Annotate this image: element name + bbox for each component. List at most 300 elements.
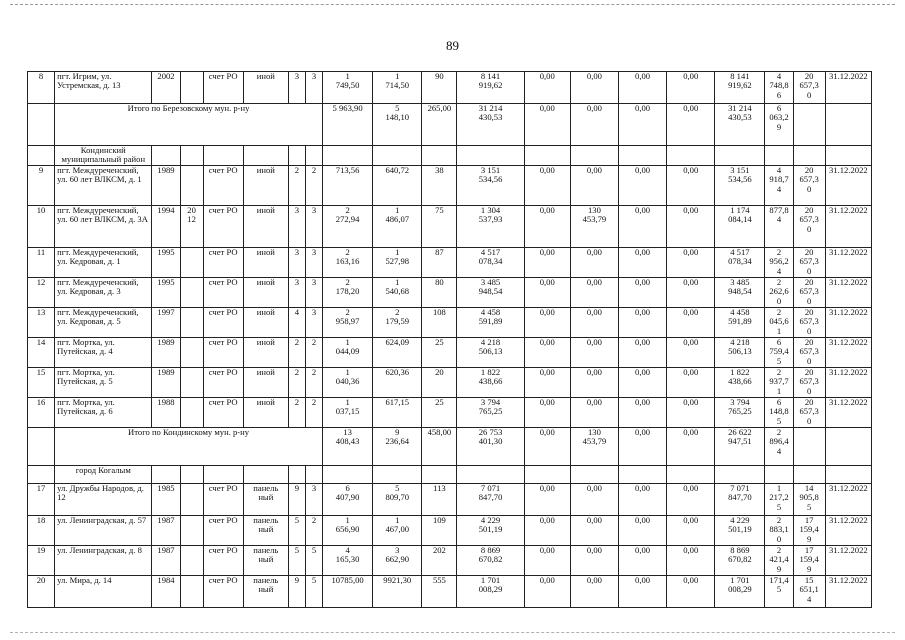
table-cell: 0,00 xyxy=(667,483,715,515)
table-cell xyxy=(180,337,203,367)
table-cell: 20 657,3 0 xyxy=(793,397,825,427)
table-cell: 3 xyxy=(305,205,322,247)
table-cell: 4 xyxy=(288,307,305,337)
table-row xyxy=(28,307,872,337)
table-cell: иной xyxy=(243,165,288,205)
table-cell: 31.12.2022 xyxy=(825,307,871,337)
table-cell xyxy=(715,146,765,166)
table-cell: счет РО xyxy=(203,307,243,337)
table-cell: счет РО xyxy=(203,367,243,397)
table-cell: счет РО xyxy=(203,483,243,515)
table-cell: 0,00 xyxy=(619,72,667,104)
table-cell: счет РО xyxy=(203,165,243,205)
table-cell: 31.12.2022 xyxy=(825,483,871,515)
table-cell: пгт. Игрим, ул. Устремская, д. 13 xyxy=(55,72,152,104)
table-cell: 4 218 506,13 xyxy=(457,337,524,367)
table-cell xyxy=(243,146,288,166)
table-cell: 0,00 xyxy=(619,545,667,575)
table-cell xyxy=(422,465,457,483)
table-cell: 3 xyxy=(288,247,305,277)
table-cell xyxy=(457,465,524,483)
table-body xyxy=(28,72,872,608)
table-cell: 4 517 078,34 xyxy=(715,247,765,277)
table-cell: 3 xyxy=(305,277,322,307)
table-cell: 624,09 xyxy=(373,337,422,367)
table-cell: 4 229 501,19 xyxy=(457,515,524,545)
table-cell: 617,15 xyxy=(373,397,422,427)
table-cell: 90 xyxy=(422,72,457,104)
table-cell: панель ный xyxy=(243,483,288,515)
table-cell: 3 xyxy=(288,72,305,104)
table-cell: 31.12.2022 xyxy=(825,247,871,277)
table-cell: 0,00 xyxy=(524,277,570,307)
table-cell: 0,00 xyxy=(524,337,570,367)
table-cell: 3 xyxy=(305,247,322,277)
table-cell: 0,00 xyxy=(667,165,715,205)
table-cell: 458,00 xyxy=(422,427,457,465)
table-cell: 10 xyxy=(28,205,55,247)
table-cell: 20 xyxy=(422,367,457,397)
total-label: Итого по Кондинскому мун. р-ну xyxy=(55,427,323,465)
table-cell xyxy=(667,465,715,483)
table-cell: 0,00 xyxy=(570,545,618,575)
table-cell: 1 044,09 xyxy=(323,337,373,367)
table-cell: 0,00 xyxy=(619,515,667,545)
table-cell: 31.12.2022 xyxy=(825,337,871,367)
table-cell xyxy=(203,465,243,483)
table-cell: 113 xyxy=(422,483,457,515)
table-row xyxy=(28,337,872,367)
table-cell: 4 458 591,89 xyxy=(457,307,524,337)
table-cell: иной xyxy=(243,205,288,247)
table-cell: 80 xyxy=(422,277,457,307)
table-cell: 0,00 xyxy=(667,205,715,247)
table-cell xyxy=(305,146,322,166)
table-cell: 1 822 438,66 xyxy=(457,367,524,397)
table-cell: 13 xyxy=(28,307,55,337)
table-cell: 0,00 xyxy=(667,72,715,104)
table-cell: иной xyxy=(243,337,288,367)
table-cell: 4 229 501,19 xyxy=(715,515,765,545)
table-cell: 3 xyxy=(305,483,322,515)
table-cell: 2 xyxy=(305,367,322,397)
table-row xyxy=(28,367,872,397)
table-row xyxy=(28,72,872,104)
page-number: 89 xyxy=(446,38,459,53)
table-cell: 5 xyxy=(288,545,305,575)
table-cell: 0,00 xyxy=(619,483,667,515)
table-cell: 8 869 670,82 xyxy=(715,545,765,575)
table-cell: 3 151 534,56 xyxy=(457,165,524,205)
table-cell: 5 xyxy=(288,515,305,545)
table-cell: 0,00 xyxy=(619,247,667,277)
table-cell: 2 272,94 xyxy=(323,205,373,247)
table-cell: панель ный xyxy=(243,575,288,607)
table-cell: счет РО xyxy=(203,277,243,307)
table-cell xyxy=(28,427,55,465)
table-cell: 1 486,07 xyxy=(373,205,422,247)
table-cell: 31.12.2022 xyxy=(825,277,871,307)
scan-top-edge xyxy=(10,4,895,5)
table-cell: 0,00 xyxy=(619,165,667,205)
table-cell: 2 xyxy=(288,397,305,427)
section-row xyxy=(28,146,872,166)
table-cell xyxy=(715,465,765,483)
table-cell: счет РО xyxy=(203,205,243,247)
table-cell: иной xyxy=(243,367,288,397)
table-cell: 9 236,64 xyxy=(373,427,422,465)
table-cell: 877,8 4 xyxy=(765,205,793,247)
table-cell xyxy=(180,277,203,307)
table-cell: 3 xyxy=(305,72,322,104)
table-cell: 4 165,30 xyxy=(323,545,373,575)
table-cell xyxy=(180,465,203,483)
section-row xyxy=(28,465,872,483)
table-cell: счет РО xyxy=(203,247,243,277)
table-cell: 1 037,15 xyxy=(323,397,373,427)
table-cell: 2 xyxy=(288,337,305,367)
table-cell: 87 xyxy=(422,247,457,277)
table-cell: 2 956,2 4 xyxy=(765,247,793,277)
table-cell: 0,00 xyxy=(524,367,570,397)
table-cell: 10785,00 xyxy=(323,575,373,607)
table-cell: 19 xyxy=(28,545,55,575)
table-cell xyxy=(28,104,55,146)
table-cell xyxy=(180,545,203,575)
table-cell: 16 xyxy=(28,397,55,427)
table-cell xyxy=(323,146,373,166)
table-cell: 31 214 430,53 xyxy=(457,104,524,146)
table-cell: 171,4 5 xyxy=(765,575,793,607)
table-cell: 0,00 xyxy=(570,247,618,277)
table-cell: 15 xyxy=(28,367,55,397)
table-cell: 109 xyxy=(422,515,457,545)
table-cell: 4 748,8 6 xyxy=(765,72,793,104)
table-cell xyxy=(243,465,288,483)
table-cell: 75 xyxy=(422,205,457,247)
table-cell: 202 xyxy=(422,545,457,575)
table-cell: 26 753 401,30 xyxy=(457,427,524,465)
table-cell: ул. Ленинградская, д. 8 xyxy=(55,545,152,575)
table-cell: 8 xyxy=(28,72,55,104)
table-cell: 0,00 xyxy=(524,72,570,104)
table-cell: 20 657,3 0 xyxy=(793,337,825,367)
table-cell: 2002 xyxy=(152,72,180,104)
table-cell: 0,00 xyxy=(619,427,667,465)
table-cell: 20 657,3 0 xyxy=(793,277,825,307)
table-cell: пгт. Междуреченский, ул. 60 лет ВЛКСМ, д. 1 xyxy=(55,165,152,205)
table-cell: счет РО xyxy=(203,575,243,607)
table-cell: пгт. Мортка, ул. Путейская, д. 6 xyxy=(55,397,152,427)
table-cell: 8 869 670,82 xyxy=(457,545,524,575)
table-row xyxy=(28,483,872,515)
table-cell: 12 xyxy=(28,277,55,307)
table-cell: счет РО xyxy=(203,397,243,427)
table-cell: 0,00 xyxy=(570,367,618,397)
table-cell: 17 xyxy=(28,483,55,515)
table-cell: иной xyxy=(243,72,288,104)
table-cell: 5 xyxy=(305,545,322,575)
table-row xyxy=(28,575,872,607)
table-cell: 9 xyxy=(288,483,305,515)
table-cell: счет РО xyxy=(203,545,243,575)
table-cell: 3 794 765,25 xyxy=(457,397,524,427)
table-cell xyxy=(180,247,203,277)
table-cell: 2 883,1 0 xyxy=(765,515,793,545)
table-cell: 1 701 008,29 xyxy=(457,575,524,607)
table-cell: 2 xyxy=(305,337,322,367)
table-cell: 1984 xyxy=(152,575,180,607)
table-cell: 0,00 xyxy=(570,575,618,607)
table-cell: 0,00 xyxy=(667,515,715,545)
table-cell xyxy=(765,146,793,166)
table-cell: 6 148,8 5 xyxy=(765,397,793,427)
table-cell: 9 xyxy=(288,575,305,607)
table-cell: 620,36 xyxy=(373,367,422,397)
table-cell: 14 xyxy=(28,337,55,367)
table-cell: 20 657,3 0 xyxy=(793,165,825,205)
table-cell: 9921,30 xyxy=(373,575,422,607)
table-cell xyxy=(152,146,180,166)
table-cell: 0,00 xyxy=(570,397,618,427)
table-cell: 0,00 xyxy=(570,515,618,545)
table-cell: 3 662,90 xyxy=(373,545,422,575)
table-cell xyxy=(765,465,793,483)
table-cell xyxy=(180,146,203,166)
total-row xyxy=(28,427,872,465)
table-cell: 6 759,4 5 xyxy=(765,337,793,367)
table-cell: 713,56 xyxy=(323,165,373,205)
table-cell: 2 xyxy=(288,165,305,205)
table-cell: 1989 xyxy=(152,337,180,367)
table-cell: 0,00 xyxy=(667,545,715,575)
table-cell: иной xyxy=(243,397,288,427)
table-cell: 640,72 xyxy=(373,165,422,205)
table-cell xyxy=(457,146,524,166)
table-cell: 18 xyxy=(28,515,55,545)
table-cell: 31.12.2022 xyxy=(825,515,871,545)
table-row xyxy=(28,247,872,277)
section-label: город Когалым xyxy=(55,465,152,483)
table-cell xyxy=(305,465,322,483)
table-cell: 25 xyxy=(422,337,457,367)
table-cell: 20 657,3 0 xyxy=(793,72,825,104)
table-cell: 0,00 xyxy=(667,247,715,277)
table-cell: 31.12.2022 xyxy=(825,575,871,607)
table-cell: 0,00 xyxy=(524,205,570,247)
table-row xyxy=(28,205,872,247)
table-cell: пгт. Междуреченский, ул. Кедровая, д. 1 xyxy=(55,247,152,277)
table-cell: 6 407,90 xyxy=(323,483,373,515)
table-cell: 5 xyxy=(305,575,322,607)
table-cell: 0,00 xyxy=(570,337,618,367)
table-cell: 2 262,6 0 xyxy=(765,277,793,307)
table-cell: 1985 xyxy=(152,483,180,515)
table-cell: 2 896,4 4 xyxy=(765,427,793,465)
table-cell: 2 937,7 1 xyxy=(765,367,793,397)
table-cell: 8 141 919,62 xyxy=(457,72,524,104)
table-cell: 31.12.2022 xyxy=(825,367,871,397)
table-cell: 0,00 xyxy=(524,165,570,205)
table-cell: 6 063,2 9 xyxy=(765,104,793,146)
table-cell: 1997 xyxy=(152,307,180,337)
table-cell: ул. Мира, д. 14 xyxy=(55,575,152,607)
table-cell xyxy=(524,146,570,166)
table-cell: 7 071 847,70 xyxy=(457,483,524,515)
table-row xyxy=(28,515,872,545)
table-cell: пгт. Мортка, ул. Путейская, д. 5 xyxy=(55,367,152,397)
table-cell: 3 485 948,54 xyxy=(457,277,524,307)
table-cell: ул. Дружбы Народов, д. 12 xyxy=(55,483,152,515)
table-cell: 7 071 847,70 xyxy=(715,483,765,515)
table-cell xyxy=(825,146,871,166)
table-cell: 555 xyxy=(422,575,457,607)
table-cell: 0,00 xyxy=(667,307,715,337)
table-cell: 130 453,79 xyxy=(570,205,618,247)
table-cell: 3 xyxy=(305,307,322,337)
table-cell: 1 217,2 5 xyxy=(765,483,793,515)
table-cell: 2 421,4 9 xyxy=(765,545,793,575)
table-cell: 0,00 xyxy=(667,575,715,607)
table-cell: 0,00 xyxy=(524,515,570,545)
table-cell xyxy=(180,397,203,427)
table-cell: 0,00 xyxy=(570,72,618,104)
table-cell xyxy=(422,146,457,166)
table-cell xyxy=(28,465,55,483)
table-cell: 0,00 xyxy=(570,483,618,515)
table-cell: 1 040,36 xyxy=(323,367,373,397)
table-cell: 1 656,90 xyxy=(323,515,373,545)
table-cell: 1 467,00 xyxy=(373,515,422,545)
table-cell xyxy=(180,72,203,104)
table-cell: 130 453,79 xyxy=(570,427,618,465)
table-cell: пгт. Междуреченский, ул. Кедровая, д. 5 xyxy=(55,307,152,337)
table-cell: 20 657,3 0 xyxy=(793,367,825,397)
table-row xyxy=(28,397,872,427)
table-cell xyxy=(793,465,825,483)
table-cell: 2 xyxy=(305,515,322,545)
table-cell: 31 214 430,53 xyxy=(715,104,765,146)
table-cell: 0,00 xyxy=(619,277,667,307)
table-cell: 0,00 xyxy=(570,104,618,146)
table-cell: 5 809,70 xyxy=(373,483,422,515)
table-cell: 1 527,98 xyxy=(373,247,422,277)
table-cell: 2 179,59 xyxy=(373,307,422,337)
table-cell: 20 657,3 0 xyxy=(793,307,825,337)
table-cell xyxy=(180,307,203,337)
table-cell: 17 159,4 9 xyxy=(793,515,825,545)
table-cell: 9 xyxy=(28,165,55,205)
table-cell: 1 701 008,29 xyxy=(715,575,765,607)
table-cell: 0,00 xyxy=(619,397,667,427)
table-cell: 1988 xyxy=(152,397,180,427)
table-cell: 0,00 xyxy=(619,307,667,337)
table-cell: 0,00 xyxy=(667,367,715,397)
table-cell: 31.12.2022 xyxy=(825,165,871,205)
table-row xyxy=(28,277,872,307)
table-cell: 31.12.2022 xyxy=(825,397,871,427)
table-cell: 2 xyxy=(305,397,322,427)
table-cell: 2 xyxy=(288,367,305,397)
table-cell: 5 148,10 xyxy=(373,104,422,146)
table-cell: 5 963,90 xyxy=(323,104,373,146)
table-cell: 0,00 xyxy=(524,483,570,515)
table-cell: счет РО xyxy=(203,72,243,104)
table-cell: 3 xyxy=(288,205,305,247)
table-cell xyxy=(28,146,55,166)
table-cell: 1989 xyxy=(152,367,180,397)
table-cell: 31.12.2022 xyxy=(825,72,871,104)
table-cell: 0,00 xyxy=(524,104,570,146)
table-cell xyxy=(667,146,715,166)
table-cell xyxy=(288,465,305,483)
table-cell: 1995 xyxy=(152,247,180,277)
table-cell xyxy=(203,146,243,166)
table-cell: 4 218 506,13 xyxy=(715,337,765,367)
table-cell: 0,00 xyxy=(524,247,570,277)
registry-table xyxy=(27,71,872,608)
table-cell: 3 794 765,25 xyxy=(715,397,765,427)
table-cell xyxy=(323,465,373,483)
table-cell: 2 163,16 xyxy=(323,247,373,277)
table-cell: 2 178,20 xyxy=(323,277,373,307)
table-cell: 0,00 xyxy=(619,367,667,397)
table-cell: 1 174 084,14 xyxy=(715,205,765,247)
table-cell: 2 045,6 1 xyxy=(765,307,793,337)
table-cell xyxy=(180,165,203,205)
table-cell: 17 159,4 9 xyxy=(793,545,825,575)
table-cell: 15 651,1 4 xyxy=(793,575,825,607)
table-cell: 3 485 948,54 xyxy=(715,277,765,307)
table-cell: 20 xyxy=(28,575,55,607)
table-cell: 20 12 xyxy=(180,205,203,247)
table-cell: 265,00 xyxy=(422,104,457,146)
table-cell xyxy=(825,465,871,483)
table-cell: 4 517 078,34 xyxy=(457,247,524,277)
scan-bottom-edge xyxy=(10,632,895,633)
table-cell: панель ный xyxy=(243,515,288,545)
table-cell: 0,00 xyxy=(667,104,715,146)
table-cell: 1 749,50 xyxy=(323,72,373,104)
table-cell: 0,00 xyxy=(619,104,667,146)
table-cell: счет РО xyxy=(203,337,243,367)
table-cell: 8 141 919,62 xyxy=(715,72,765,104)
table-cell: 0,00 xyxy=(524,575,570,607)
table-cell xyxy=(825,427,871,465)
table-cell: 14 905,8 5 xyxy=(793,483,825,515)
table-cell xyxy=(793,104,825,146)
table-cell: 0,00 xyxy=(667,337,715,367)
table-cell xyxy=(793,146,825,166)
table-cell: панель ный xyxy=(243,545,288,575)
table-cell: 1 714,50 xyxy=(373,72,422,104)
table-cell: 1995 xyxy=(152,277,180,307)
table-row xyxy=(28,545,872,575)
table-cell xyxy=(180,367,203,397)
table-cell: 0,00 xyxy=(619,337,667,367)
table-cell xyxy=(793,427,825,465)
table-cell: 0,00 xyxy=(619,205,667,247)
table-cell xyxy=(825,104,871,146)
table-row xyxy=(28,165,872,205)
table-cell: 0,00 xyxy=(619,575,667,607)
table-cell: пгт. Междуреченский, ул. 60 лет ВЛКСМ, д. 3А xyxy=(55,205,152,247)
table-cell: 11 xyxy=(28,247,55,277)
table-cell: 3 xyxy=(288,277,305,307)
table-cell: 25 xyxy=(422,397,457,427)
table-cell xyxy=(180,483,203,515)
table-cell: 31.12.2022 xyxy=(825,205,871,247)
